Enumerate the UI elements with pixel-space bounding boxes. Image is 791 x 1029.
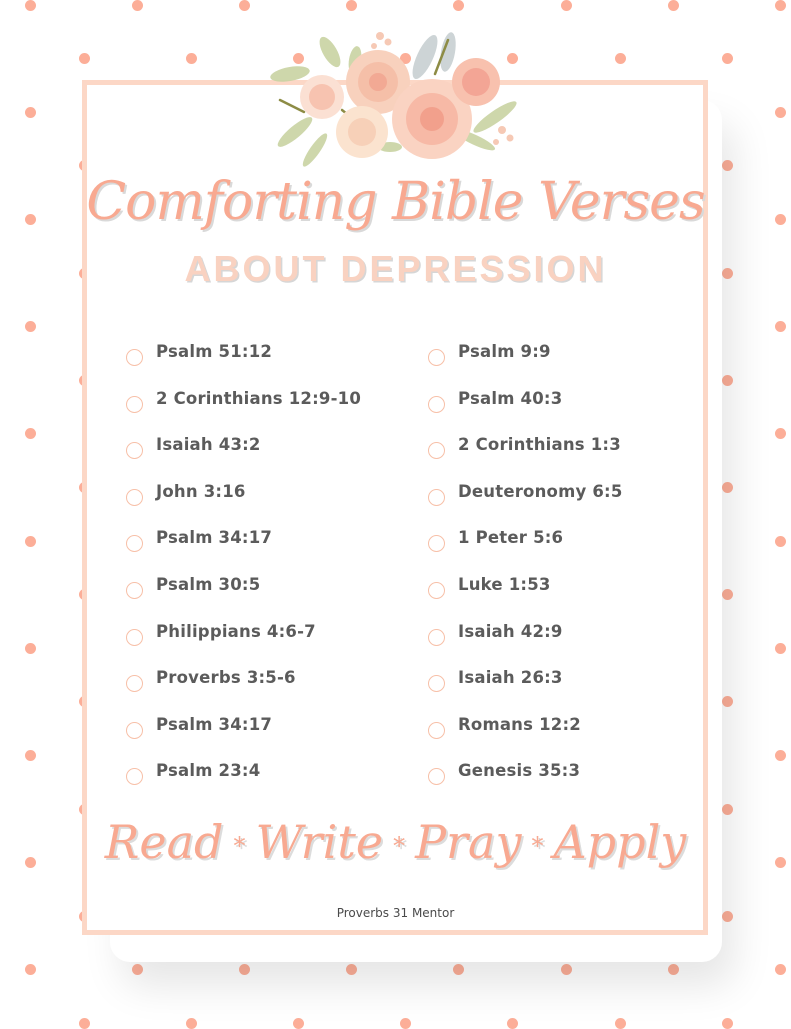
verse-label: Deuteronomy 6:5 [458, 481, 623, 501]
checkbox-circle-icon[interactable] [126, 489, 143, 506]
polka-dot-icon [25, 107, 36, 118]
polka-dot-icon [615, 1018, 626, 1029]
polka-dot-icon [775, 107, 786, 118]
motto-word-pray: Pray [415, 815, 522, 869]
polka-dot-icon [775, 321, 786, 332]
verse-item[interactable] [428, 666, 623, 713]
checkbox-circle-icon[interactable] [428, 396, 445, 413]
verse-item[interactable] [126, 387, 361, 434]
polka-dot-icon [561, 964, 572, 975]
polka-dot-icon [293, 1018, 304, 1029]
polka-dot-icon [775, 750, 786, 761]
verse-item[interactable] [428, 526, 623, 573]
polka-dot-icon [722, 696, 733, 707]
checkbox-circle-icon[interactable] [428, 489, 445, 506]
verse-label: Genesis 35:3 [458, 761, 581, 781]
verse-item[interactable] [126, 713, 361, 760]
verse-list-left [126, 340, 361, 806]
checkbox-circle-icon[interactable] [126, 442, 143, 459]
polka-dot-icon [775, 536, 786, 547]
polka-dot-icon [186, 1018, 197, 1029]
verse-item[interactable] [428, 480, 623, 527]
polka-dot-icon [25, 750, 36, 761]
verse-label: Romans 12:2 [458, 714, 581, 734]
verse-label: Psalm 51:12 [156, 342, 273, 361]
verse-item[interactable] [428, 759, 623, 806]
motto-word-read: Read [104, 815, 224, 869]
verse-list-right [428, 340, 623, 806]
checkbox-circle-icon[interactable] [126, 582, 143, 599]
verse-label: Psalm 40:3 [458, 388, 563, 408]
verse-item[interactable] [428, 573, 623, 620]
polka-dot-icon [25, 536, 36, 547]
checkbox-circle-icon[interactable] [428, 349, 445, 366]
verse-item[interactable] [126, 433, 361, 480]
asterisk-separator-icon: * [233, 832, 246, 860]
verse-label: Psalm 30:5 [156, 574, 261, 594]
polka-dot-icon [132, 0, 143, 11]
verse-item[interactable] [126, 620, 361, 667]
verse-item[interactable] [428, 713, 623, 760]
checkbox-circle-icon[interactable] [126, 535, 143, 552]
verse-item[interactable] [126, 480, 361, 527]
polka-dot-icon [668, 0, 679, 11]
verse-label: Luke 1:53 [458, 574, 551, 594]
rose-bouquet-icon [270, 22, 525, 167]
verse-label: Isaiah 43:2 [156, 435, 261, 455]
page-subtitle: ABOUT DEPRESSION [184, 248, 607, 289]
polka-dot-icon [775, 643, 786, 654]
verse-label: 1 Peter 5:6 [458, 528, 564, 548]
polka-dot-icon [239, 0, 250, 11]
verse-label: John 3:16 [156, 481, 246, 501]
checkbox-circle-icon[interactable] [428, 722, 445, 739]
polka-dot-icon [453, 964, 464, 975]
verse-item[interactable] [428, 387, 623, 434]
polka-dot-icon [722, 375, 733, 386]
asterisk-separator-icon: * [393, 832, 406, 860]
verse-item[interactable] [428, 620, 623, 667]
polka-dot-icon [186, 53, 197, 64]
polka-dot-icon [400, 1018, 411, 1029]
checkbox-circle-icon[interactable] [428, 768, 445, 785]
checkbox-circle-icon[interactable] [126, 349, 143, 366]
polka-dot-icon [346, 964, 357, 975]
verse-item[interactable] [126, 573, 361, 620]
polka-dot-icon [722, 53, 733, 64]
verse-label: Psalm 34:17 [156, 528, 273, 548]
checkbox-circle-icon[interactable] [126, 675, 143, 692]
polka-dot-icon [775, 964, 786, 975]
verse-label: Psalm 34:17 [156, 714, 273, 734]
polka-dot-icon [722, 804, 733, 815]
checkbox-circle-icon[interactable] [126, 722, 143, 739]
verse-item[interactable] [428, 340, 623, 387]
verse-label: Psalm 23:4 [156, 761, 261, 781]
checkbox-circle-icon[interactable] [126, 768, 143, 785]
polka-dot-icon [561, 0, 572, 11]
polka-dot-icon [507, 1018, 518, 1029]
checkbox-circle-icon[interactable] [126, 396, 143, 413]
verse-item[interactable] [126, 759, 361, 806]
checkbox-circle-icon[interactable] [428, 629, 445, 646]
verse-label: 2 Corinthians 1:3 [458, 435, 621, 455]
polka-dot-icon [453, 0, 464, 11]
checkbox-circle-icon[interactable] [428, 582, 445, 599]
motto-banner [0, 815, 791, 869]
verse-item[interactable] [126, 526, 361, 573]
polka-dot-icon [79, 53, 90, 64]
polka-dot-icon [346, 0, 357, 11]
polka-dot-icon [25, 643, 36, 654]
verse-item[interactable] [428, 433, 623, 480]
checkbox-circle-icon[interactable] [126, 629, 143, 646]
footer-credit: Proverbs 31 Mentor [336, 906, 455, 920]
polka-dot-icon [722, 1018, 733, 1029]
polka-dot-icon [25, 428, 36, 439]
verse-label: Philippians 4:6-7 [156, 621, 316, 641]
verse-label: Psalm 9:9 [458, 342, 551, 361]
polka-dot-icon [25, 321, 36, 332]
polka-dot-icon [668, 964, 679, 975]
polka-dot-icon [722, 482, 733, 493]
verse-item[interactable] [126, 340, 361, 387]
verse-label: Proverbs 3:5-6 [156, 668, 296, 688]
verse-label: 2 Corinthians 12:9-10 [156, 388, 361, 408]
verse-label: Isaiah 42:9 [458, 621, 563, 641]
polka-dot-icon [132, 964, 143, 975]
checkbox-circle-icon[interactable] [428, 675, 445, 692]
verse-item[interactable] [126, 666, 361, 713]
motto-word-apply: Apply [553, 815, 687, 869]
polka-dot-icon [79, 1018, 90, 1029]
checkbox-circle-icon[interactable] [428, 535, 445, 552]
asterisk-separator-icon: * [531, 832, 544, 860]
polka-dot-icon [615, 53, 626, 64]
polka-dot-icon [25, 0, 36, 11]
polka-dot-icon [722, 589, 733, 600]
polka-dot-icon [239, 964, 250, 975]
polka-dot-icon [722, 160, 733, 171]
verse-label: Isaiah 26:3 [458, 668, 563, 688]
polka-dot-icon [775, 0, 786, 11]
checkbox-circle-icon[interactable] [428, 442, 445, 459]
polka-dot-icon [775, 428, 786, 439]
page-title: Comforting Bible Verses [86, 172, 705, 232]
polka-dot-icon [25, 964, 36, 975]
motto-word-write: Write [255, 815, 384, 869]
